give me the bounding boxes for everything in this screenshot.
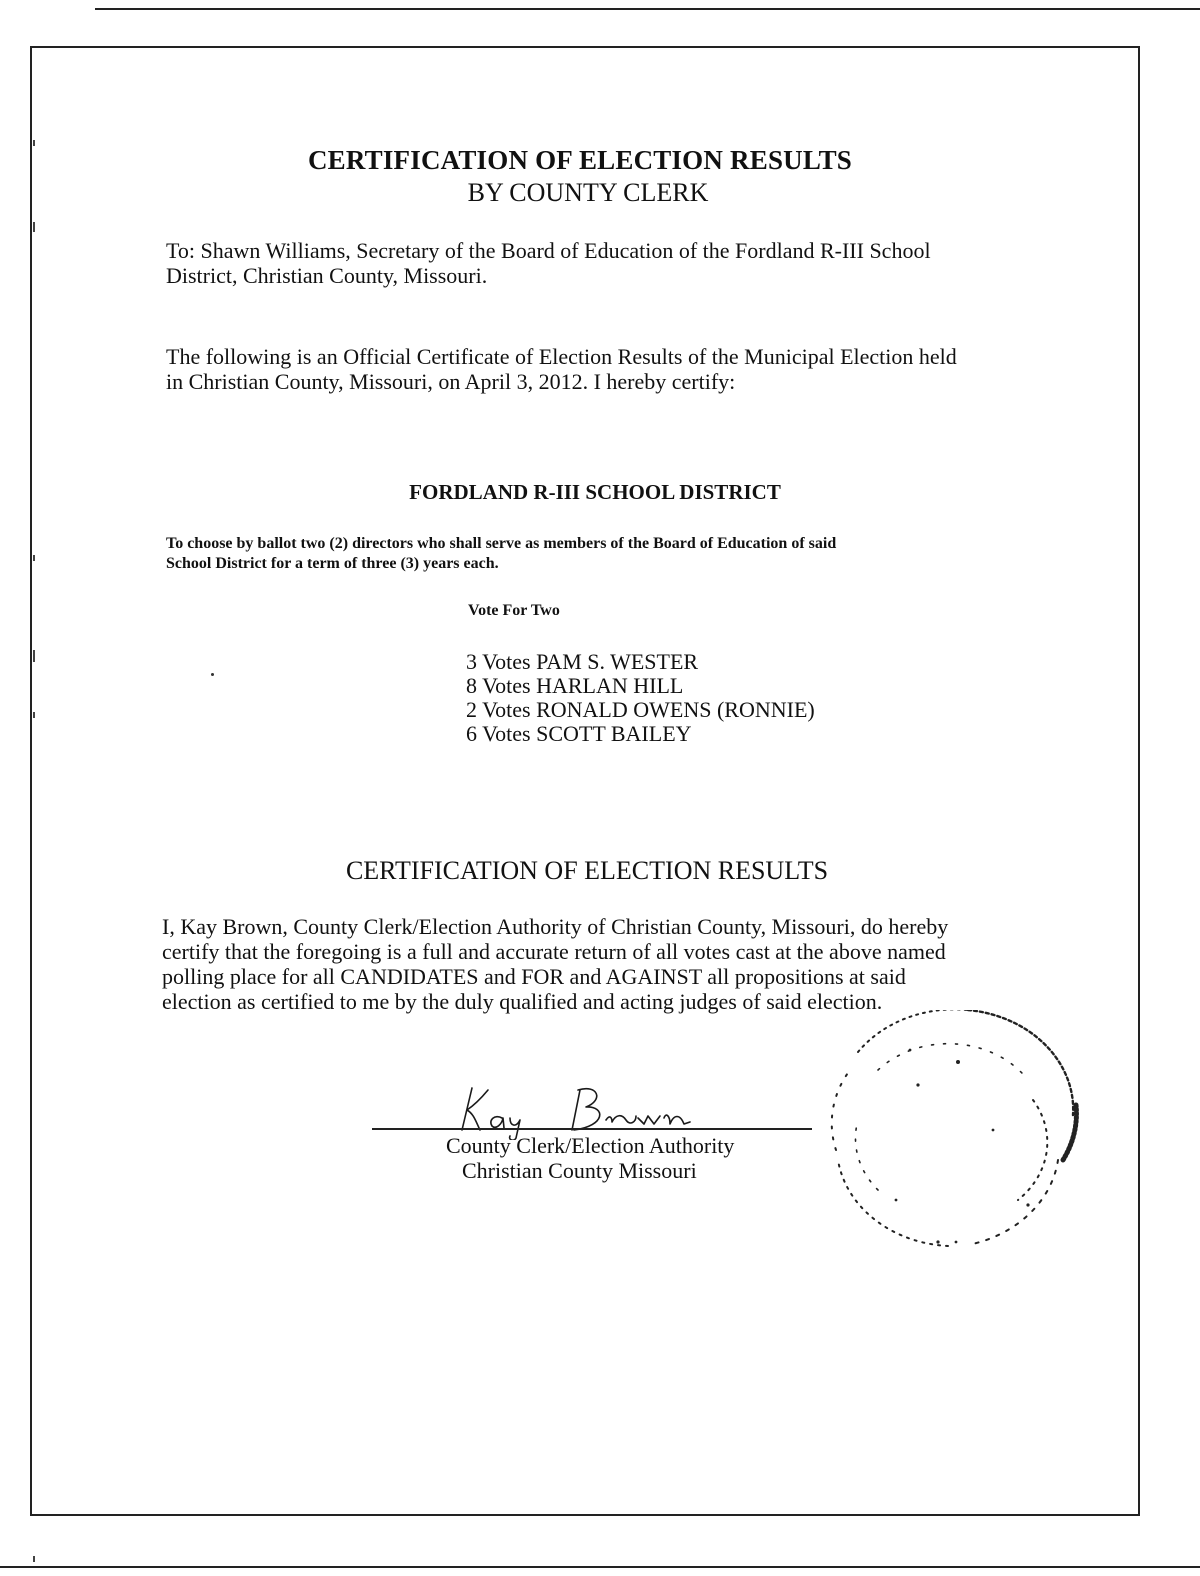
county-seal (818, 1010, 1088, 1250)
certification-line: election as certified to me by the duly qualified and acting judges of said election. (162, 989, 883, 1014)
district-heading: FORDLAND R-III SCHOOL DISTRICT (409, 480, 781, 504)
ballot-question-line: To choose by ballot two (2) directors who shall serve as members of the Board of Education of said (166, 535, 837, 552)
addressee-line: To: Shawn Williams, Secretary of the Board of Education of the Fordland R-III School (166, 238, 931, 263)
document-title: CERTIFICATION OF ELECTION RESULTS (307, 145, 853, 175)
ballot-question (166, 534, 836, 574)
intro-line: in Christian County, Missouri, on April 3, 2012. I hereby certify: (166, 369, 736, 394)
signatory-title: County Clerk/Election Authority (446, 1133, 735, 1158)
certification-line: I, Kay Brown, County Clerk/Election Authority of Christian County, Missouri, do hereby (162, 914, 949, 939)
signatory-jurisdiction: Christian County Missouri (462, 1158, 697, 1183)
signature-line (372, 1128, 812, 1130)
intro-paragraph (166, 344, 957, 394)
margin-mark (33, 1556, 35, 1562)
vote-result-item: 8 Votes HARLAN HILL (466, 673, 684, 698)
vote-result-item: 6 Votes SCOTT BAILEY (466, 721, 692, 746)
ballot-question-line: School District for a term of three (3) years each. (166, 555, 499, 572)
addressee-line: District, Christian County, Missouri. (166, 263, 488, 288)
certification-line: polling place for all CANDIDATES and FOR and AGAINST all propositions at said (162, 964, 906, 989)
vote-results-list (466, 650, 815, 746)
certification-heading: CERTIFICATION OF ELECTION RESULTS (345, 856, 829, 885)
signature-kay-brown (440, 1080, 720, 1140)
certification-line: certify that the foregoing is a full and accurate return of all votes cast at the above named (162, 939, 946, 964)
addressee-paragraph (166, 238, 931, 288)
scan-speck (211, 673, 214, 676)
intro-line: The following is an Official Certificate of Election Results of the Municipal Election held (166, 344, 957, 369)
scan-edge-bottom (0, 1566, 1200, 1568)
certification-paragraph (162, 914, 948, 1014)
document-subtitle: BY COUNTY CLERK (467, 178, 709, 207)
vote-for-label: Vote For Two (468, 602, 560, 619)
vote-result-item: 3 Votes PAM S. WESTER (466, 649, 699, 674)
vote-result-item: 2 Votes RONALD OWENS (RONNIE) (466, 697, 815, 722)
scan-edge-top (95, 8, 1200, 10)
